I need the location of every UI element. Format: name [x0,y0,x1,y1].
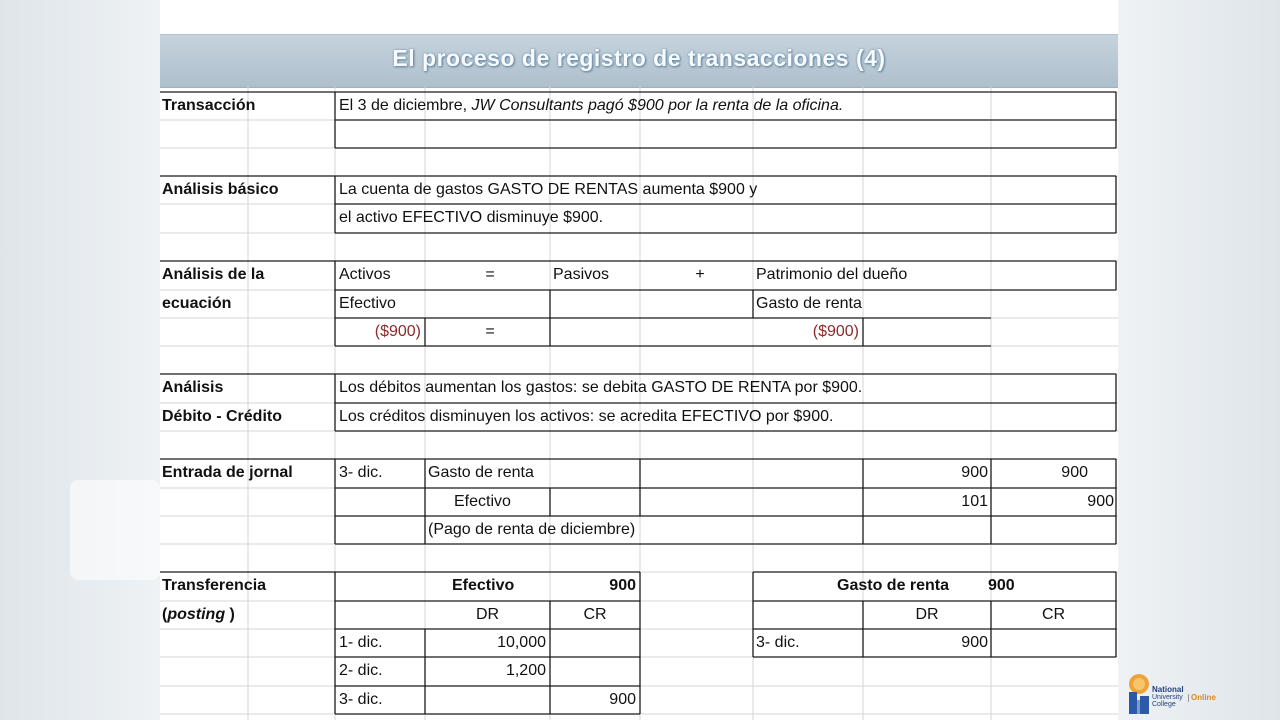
efectivo-cr-header: CR [583,606,607,623]
spreadsheet-grid [160,86,1118,720]
gasto-dr-header: DR [915,606,939,623]
efectivo-row-dr: 1,200 [505,662,546,679]
right-background [1118,0,1280,720]
logo-tag: Online [1188,694,1216,702]
gasto-row-fecha: 3- dic. [756,634,800,651]
ecuacion-monto-patrimonio: ($900) [812,323,859,340]
transaccion-text-prefix: El 3 de diciembre, [339,97,472,114]
analisis-dc-line2: Los créditos disminuyen los activos: se acredita EFECTIVO por $900. [339,408,834,425]
analisis-ecuacion-label2: ecuación [162,295,232,312]
analisis-basico-line1: La cuenta de gastos GASTO DE RENTAS aumenta $900 y [339,181,758,198]
logo-emblem-icon [1124,672,1154,716]
logo-line1: National [1152,685,1184,694]
gasto-account-number: 900 [988,577,1015,594]
transferencia-label: Transferencia [162,577,267,594]
ecuacion-activos: Activos [339,266,391,283]
efectivo-row-cr: 900 [609,691,636,708]
national-university-logo [1124,672,1224,716]
jornal-credito: 900 [1087,493,1114,510]
logo-line3: College [1152,701,1176,708]
ecuacion-igual: = [485,266,495,283]
transaccion-text-italic: JW Consultants pagó $900 por la renta de la oficina. [471,97,844,114]
analisis-ecuacion-label1: Análisis de la [162,266,265,283]
efectivo-row-fecha: 2- dic. [339,662,383,679]
title-bar [160,34,1118,88]
gasto-cr-header: CR [1041,606,1066,623]
analisis-dc-label1: Análisis [162,379,224,396]
efectivo-row-dr: 10,000 [497,634,546,651]
ecuacion-efectivo: Efectivo [339,295,396,312]
jornal-explicacion: (Pago de renta de diciembre) [428,521,636,538]
posting-open: ( [162,606,168,623]
ecuacion-monto-activo: ($900) [374,323,421,340]
efectivo-account-title: Efectivo [452,577,515,594]
ecuacion-patrimonio: Patrimonio del dueño [756,266,908,283]
jornal-ref1: 900 [961,464,988,481]
ecuacion-igual2: = [485,323,495,340]
posting-italic: posting [167,606,226,623]
efectivo-row-fecha: 3- dic. [339,691,383,708]
slide-title: El proceso de registro de transacciones (4) [392,45,886,71]
analisis-basico-label: Análisis básico [162,181,279,198]
logo-line2: University [1152,694,1183,701]
jornal-ref2: 101 [961,493,988,510]
ecuacion-pasivos: Pasivos [553,266,610,283]
ecuacion-mas: + [695,266,705,283]
posting-close: ) [225,606,235,623]
jornal-debito: 900 [1061,464,1088,481]
gasto-account-title: Gasto de renta [837,577,950,594]
transaccion-text [339,92,843,120]
gasto-row-dr: 900 [961,634,988,651]
entrada-jornal-label: Entrada de jornal [162,464,293,481]
efectivo-dr-header: DR [475,606,500,623]
left-background [0,0,160,720]
transferencia-label2 [162,601,235,629]
analisis-basico-line2: el activo EFECTIVO disminuye $900. [339,209,604,226]
transaccion-label: Transacción [162,97,256,114]
efectivo-row-fecha: 1- dic. [339,634,383,651]
efectivo-account-number: 900 [609,577,636,594]
jornal-cuenta2: Efectivo [454,493,511,510]
analisis-dc-line1: Los débitos aumentan los gastos: se debita GASTO DE RENTA por $900. [339,379,863,396]
jornal-fecha: 3- dic. [339,464,383,481]
ecuacion-gasto-renta: Gasto de renta [756,295,862,312]
analisis-dc-label2: Débito - Crédito [162,408,282,425]
jornal-cuenta1: Gasto de renta [428,464,534,481]
